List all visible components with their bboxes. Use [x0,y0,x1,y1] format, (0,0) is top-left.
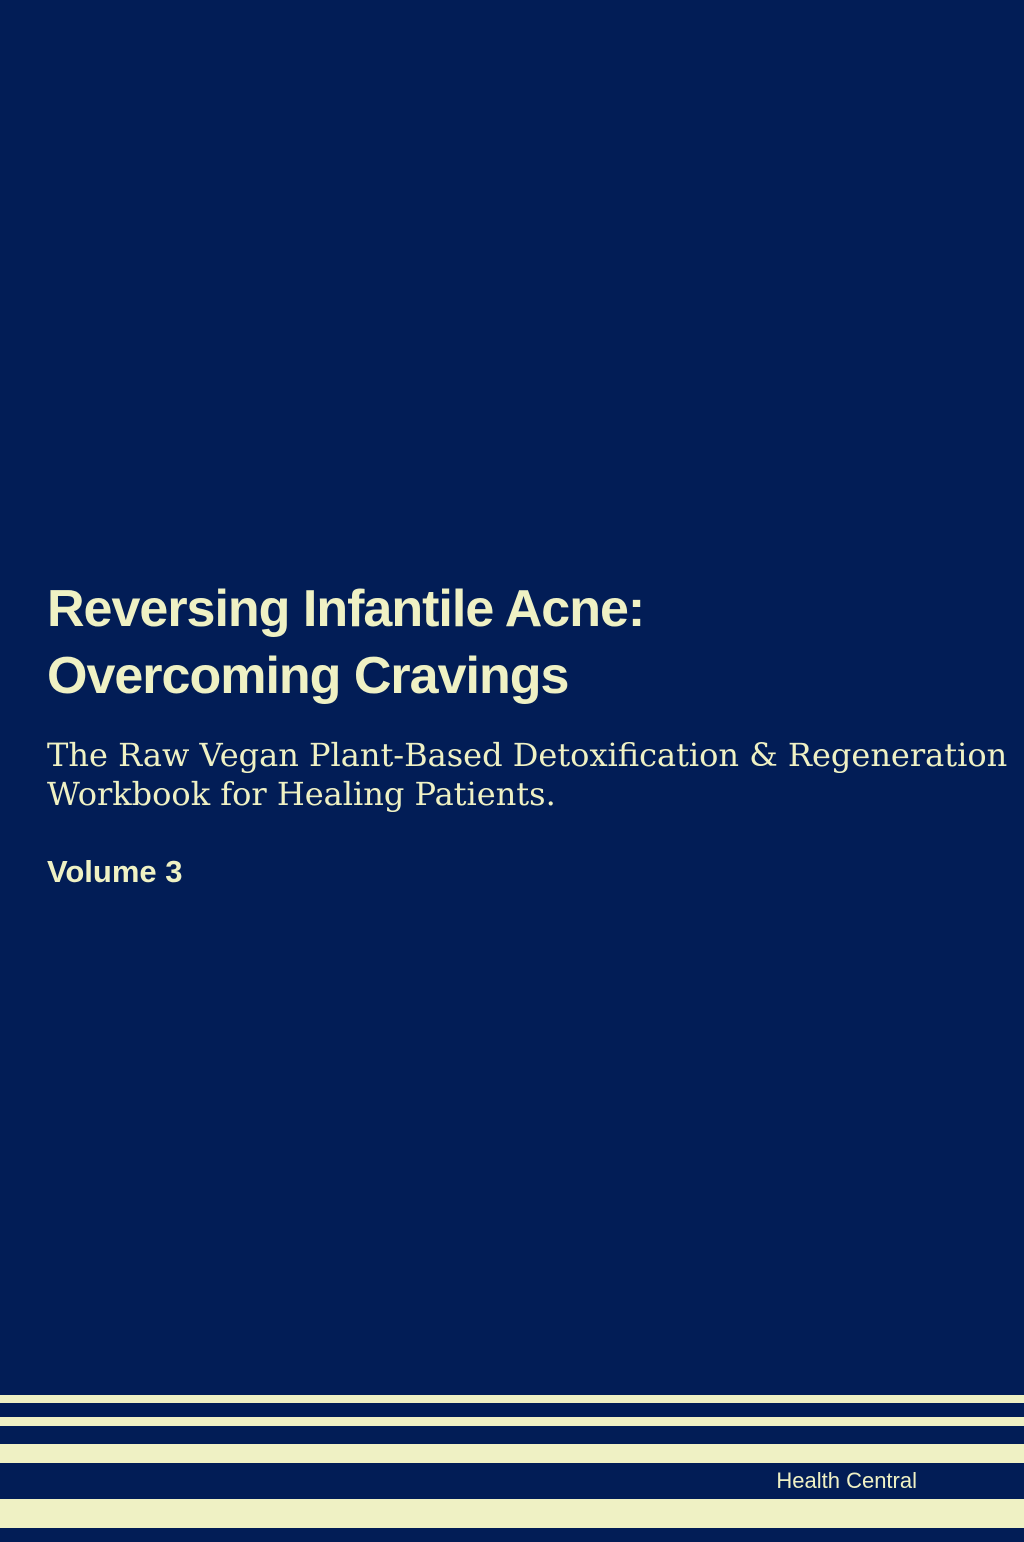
book-subtitle-line-1: The Raw Vegan Plant-Based Detoxification & Regeneration [47,736,1008,774]
stripe-navy-1 [0,1403,1024,1417]
stripe-cream-4 [0,1499,1024,1528]
book-subtitle [47,736,1007,814]
book-title [47,576,644,710]
book-title-line-1: Reversing Infantile Acne: [47,580,645,638]
publisher-name: Health Central [776,1468,917,1493]
stripe-cream-2 [0,1417,1024,1426]
stripe-navy-2 [0,1426,1024,1444]
stripe-cream-1 [0,1395,1024,1403]
book-title-line-2: Overcoming Cravings [47,647,569,705]
volume-label: Volume 3 [47,854,183,889]
footer-stripes [0,1395,1024,1542]
book-subtitle-line-2: Workbook for Healing Patients. [47,775,556,813]
publisher-band [0,1463,1024,1499]
stripe-navy-3 [0,1528,1024,1542]
stripe-cream-3 [0,1444,1024,1463]
